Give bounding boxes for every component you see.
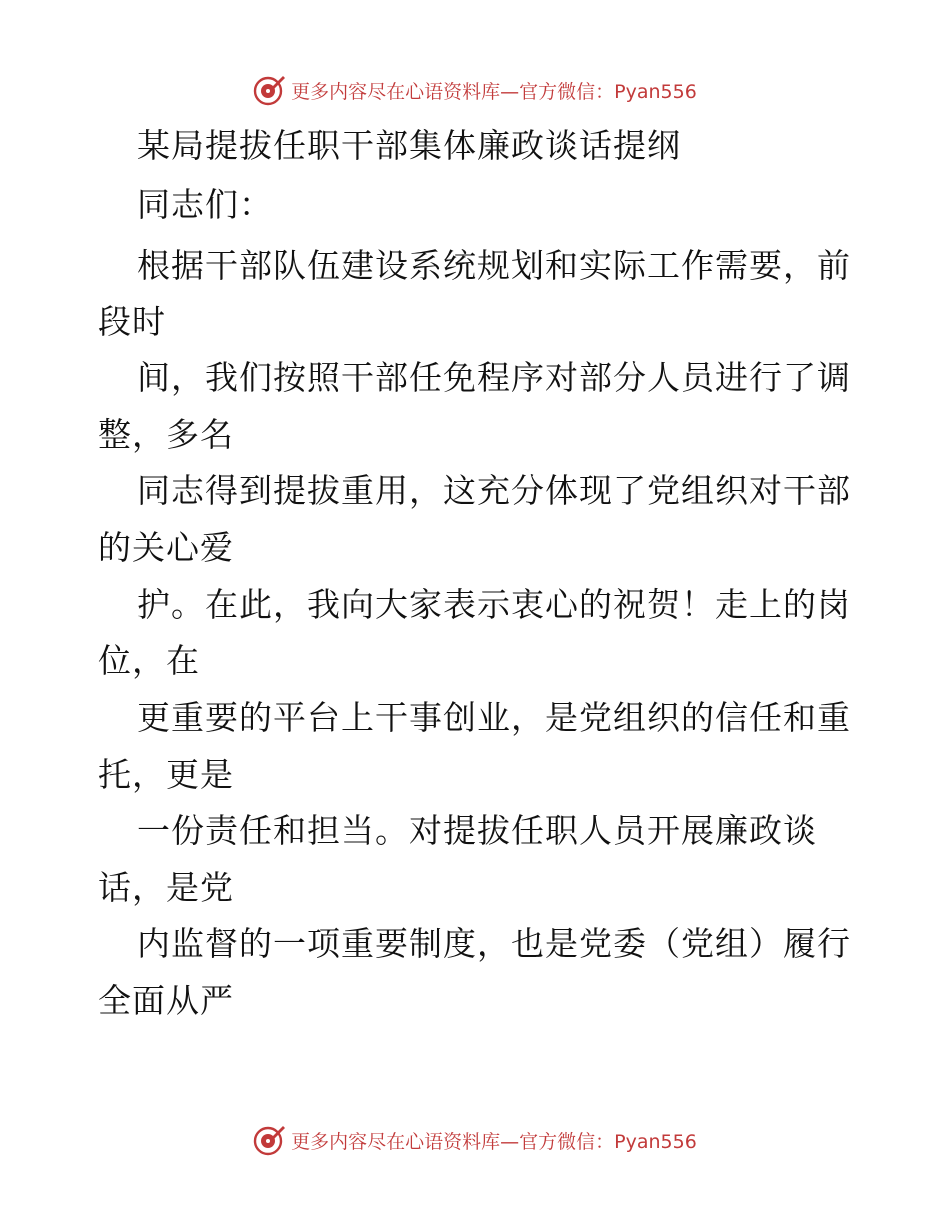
pen-logo-icon (253, 1123, 287, 1157)
paragraph-line: 间，我们按照干部任免程序对部分人员进行了调 (137, 358, 851, 397)
paragraph-line: 话，是党 (98, 868, 234, 907)
document-title: 某局提拔任职干部集体廉政谈话提纲 (137, 126, 681, 165)
paragraph-line: 段时 (98, 302, 166, 341)
header-watermark-banner (0, 70, 950, 110)
paragraph-line: 更重要的平台上干事创业，是党组织的信任和重 (137, 698, 851, 737)
pen-logo-icon (253, 73, 287, 107)
salutation: 同志们： (137, 185, 273, 224)
paragraph-line: 一份责任和担当。对提拔任职人员开展廉政谈 (137, 811, 817, 850)
paragraph-line: 整，多名 (98, 415, 234, 454)
paragraph-line: 内监督的一项重要制度，也是党委（党组）履行 (137, 924, 851, 963)
paragraph-line: 位，在 (98, 641, 200, 680)
header-banner-text: 更多内容尽在心语资料库—官方微信：Pyan556 (291, 80, 697, 103)
paragraph-line: 同志得到提拔重用，这充分体现了党组织对干部 (137, 471, 851, 510)
paragraph-line: 托，更是 (98, 755, 234, 794)
paragraph-line: 的关心爱 (98, 528, 234, 567)
footer-banner-text: 更多内容尽在心语资料库—官方微信：Pyan556 (291, 1130, 697, 1153)
paragraph-line: 护。在此，我向大家表示衷心的祝贺！走上的岗 (137, 585, 851, 624)
footer-watermark-banner (0, 1120, 950, 1160)
paragraph-line: 根据干部队伍建设系统规划和实际工作需要，前 (137, 246, 851, 285)
paragraph-line: 全面从严 (98, 981, 234, 1020)
